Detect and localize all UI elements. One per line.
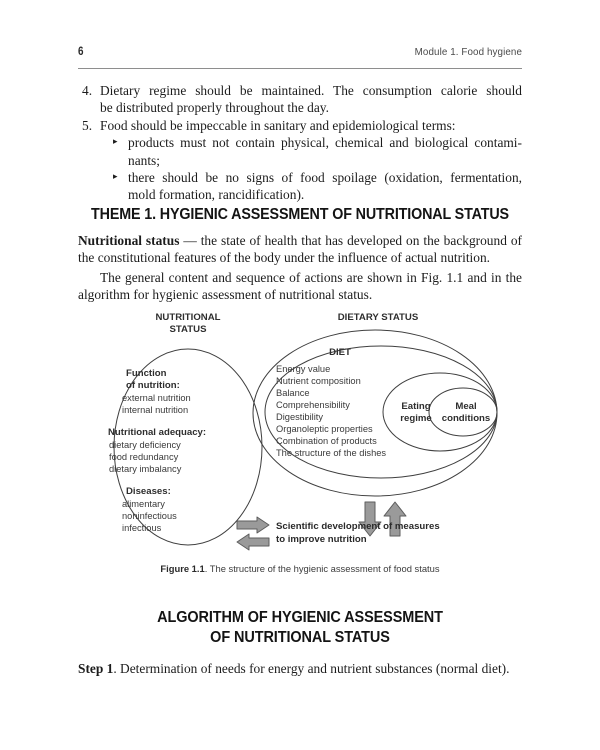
- numbered-list: [78, 82, 522, 204]
- dietary-status-label: DIETARY STATUS: [337, 312, 419, 323]
- figure-caption-label: Figure 1.1: [160, 563, 205, 574]
- diet-item: Combination of products: [276, 436, 377, 446]
- definition-body: — the state of health that has developed on the background of the constitutional features of the body under the influence of actual nutrition.: [78, 233, 522, 266]
- left-group-item: food redundancy: [109, 452, 179, 462]
- diet-item: Energy value: [276, 364, 331, 374]
- algorithm-heading-line: OF NUTRITIONAL STATUS: [210, 629, 390, 646]
- step-paragraph: [78, 660, 522, 677]
- left-group-title: Diseases:: [126, 486, 171, 497]
- left-group-item: dietary deficiency: [109, 440, 181, 450]
- algorithm-heading: [18, 608, 582, 648]
- nutritional-status-label: STATUS: [169, 324, 207, 335]
- bullet-line: mold formation, rancidification).: [128, 187, 305, 203]
- list-marker: 4.: [82, 83, 93, 98]
- list-item: [78, 82, 522, 117]
- left-group-item: alimentary: [122, 499, 165, 509]
- meal-conditions-label: Meal: [455, 401, 477, 412]
- diet-item: Balance: [276, 388, 310, 398]
- figure-caption: [0, 563, 600, 574]
- eating-regime-label: Eating: [401, 401, 431, 412]
- running-title: Module 1. Food hygiene: [414, 47, 522, 58]
- bullet-line: there should be no signs of food spoilage (oxidation, fermentation,: [128, 170, 522, 186]
- bullet-line: nants;: [128, 152, 160, 168]
- meal-conditions-label: conditions: [441, 413, 491, 424]
- eating-regime-ellipse: [383, 373, 497, 451]
- left-group-item: infectious: [122, 523, 162, 533]
- general-paragraph: The general content and sequence of actions are shown in Fig. 1.1 and in the algorithm for hygienic assessment of nutritional status.: [78, 270, 522, 303]
- theme-heading: THEME 1. HYGIENIC ASSESSMENT OF NUTRITIONAL STATUS: [91, 206, 509, 223]
- numbered-list-block: [78, 82, 522, 204]
- page-header: [78, 46, 522, 68]
- sub-bullet-list: [100, 134, 522, 204]
- arrow-left-icon: [237, 534, 269, 550]
- diet-item: Comprehensibility: [276, 400, 350, 410]
- algorithm-heading-line: ALGORITHM OF HYGIENIC ASSESSMENT: [157, 609, 443, 626]
- list-item: [78, 117, 522, 204]
- list-marker: 5.: [82, 117, 93, 133]
- diet-item: Digestibility: [276, 412, 324, 422]
- bullet-item: [112, 169, 522, 204]
- bullet-line: products must not contain physical, chemical and biological contami-: [128, 135, 522, 151]
- left-group-title: Nutritional adequacy:: [108, 427, 207, 438]
- step-label: Step 1: [78, 661, 114, 676]
- step-text: . Determination of needs for energy and nutrient substances (normal diet).: [113, 661, 510, 676]
- definition-paragraph: [78, 232, 522, 267]
- measures-label: Scientific development of measures: [276, 521, 440, 532]
- left-group-title: of nutrition:: [126, 380, 180, 391]
- left-group-title: Function: [126, 368, 167, 379]
- list-item-line: be distributed properly throughout the day.: [100, 100, 329, 116]
- left-group-item: noninfectious: [122, 511, 177, 521]
- figure-caption-text: . The structure of the hygienic assessment of food status: [204, 563, 440, 574]
- page-number: 6: [78, 46, 84, 58]
- list-item-line: Food should be impeccable in sanitary and epidemiological terms:: [100, 117, 456, 133]
- diet-item: The structure of the dishes: [276, 448, 387, 458]
- bullet-item: [112, 134, 522, 169]
- nutritional-status-label: NUTRITIONAL: [155, 312, 221, 323]
- list-item-line: Dietary regime should be maintained. The consumption calorie should: [100, 83, 522, 98]
- header-rule: [78, 68, 522, 69]
- triangle-bullet-icon: ▸: [113, 136, 118, 147]
- measures-label: to improve nutrition: [276, 534, 367, 545]
- figure-1-1: [78, 306, 522, 556]
- arrow-right-icon: [237, 517, 269, 533]
- left-group-item: external nutrition: [122, 393, 191, 403]
- diet-label: DIET: [329, 347, 351, 358]
- meal-conditions-ellipse: [429, 388, 497, 436]
- triangle-bullet-icon: ▸: [113, 171, 118, 182]
- definition-term: Nutritional status: [78, 233, 180, 248]
- left-group-item: dietary imbalancy: [109, 464, 182, 474]
- diet-item: Nutrient composition: [276, 376, 361, 386]
- eating-regime-label: regime: [400, 413, 432, 424]
- diet-item: Organoleptic properties: [276, 424, 373, 434]
- left-group-item: internal nutrition: [122, 405, 189, 415]
